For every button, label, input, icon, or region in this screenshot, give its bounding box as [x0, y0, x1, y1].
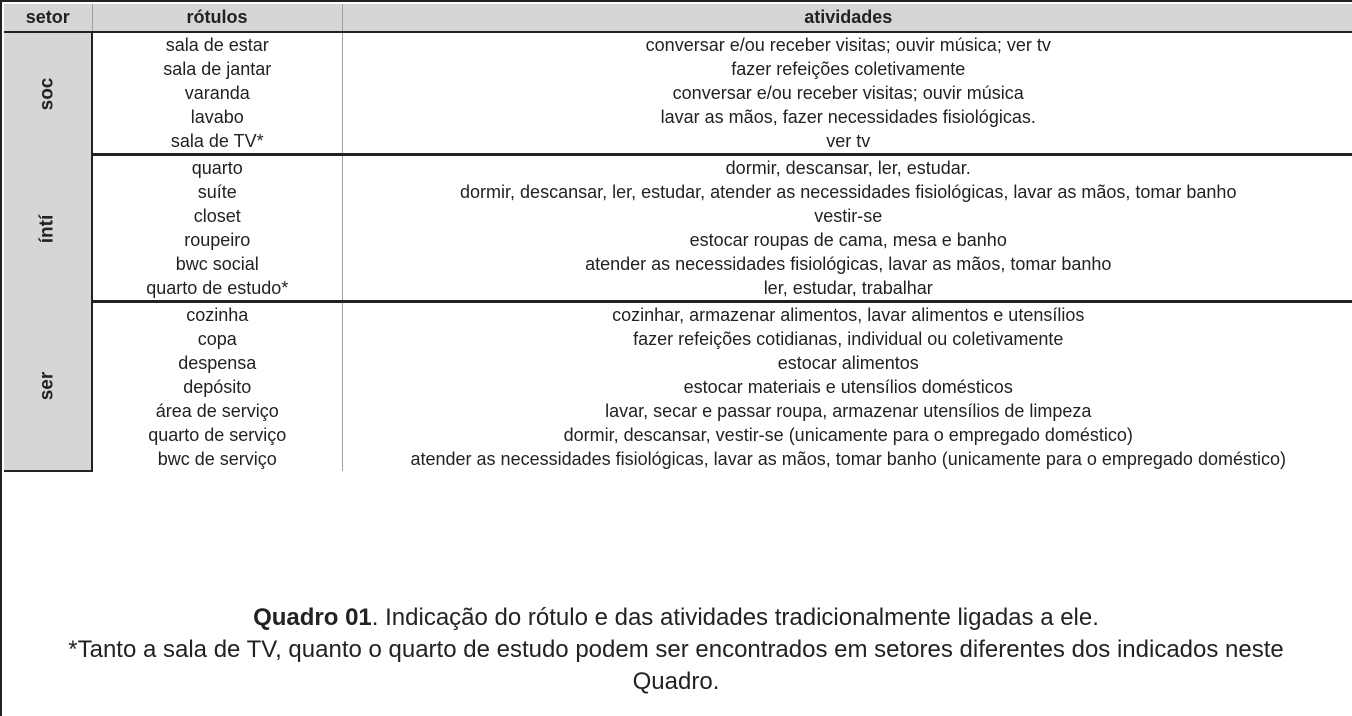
caption-note: *Tanto a sala de TV, quanto o quarto de estudo podem ser encontrados em setores diferentes dos indicados neste Quadro. — [68, 636, 1284, 695]
caption — [0, 602, 1352, 698]
atividades-cell: ver tv — [342, 129, 1352, 155]
table-row — [4, 155, 1352, 181]
table-row — [4, 105, 1352, 129]
table-row — [4, 375, 1352, 399]
atividades-cell: conversar e/ou receber visitas; ouvir música; ver tv — [342, 32, 1352, 57]
table-row — [4, 351, 1352, 375]
rotulo-cell: bwc social — [92, 252, 342, 276]
rotulo-cell: quarto de serviço — [92, 423, 342, 447]
rotulo-cell: quarto de estudo* — [92, 276, 342, 302]
rotulo-cell: despensa — [92, 351, 342, 375]
atividades-cell: conversar e/ou receber visitas; ouvir música — [342, 81, 1352, 105]
activities-table — [4, 4, 1352, 472]
header-setor: setor — [4, 4, 92, 32]
atividades-cell: fazer refeições coletivamente — [342, 57, 1352, 81]
atividades-cell: estocar materiais e utensílios domésticos — [342, 375, 1352, 399]
atividades-cell: dormir, descansar, ler, estudar, atender as necessidades fisiológicas, lavar as mãos, tomar banho — [342, 180, 1352, 204]
table-row — [4, 32, 1352, 57]
setor-cell — [4, 32, 92, 155]
table-row — [4, 399, 1352, 423]
rotulo-cell: closet — [92, 204, 342, 228]
table-row — [4, 129, 1352, 155]
atividades-cell: lavar, secar e passar roupa, armazenar utensílios de limpeza — [342, 399, 1352, 423]
atividades-cell: lavar as mãos, fazer necessidades fisiológicas. — [342, 105, 1352, 129]
table-row — [4, 81, 1352, 105]
header-atividades: atividades — [342, 4, 1352, 32]
table-row — [4, 204, 1352, 228]
caption-text: . Indicação do rótulo e das atividades tradicionalmente ligadas a ele. — [371, 604, 1099, 631]
atividades-cell: estocar alimentos — [342, 351, 1352, 375]
rotulo-cell: área de serviço — [92, 399, 342, 423]
table-row — [4, 228, 1352, 252]
atividades-cell: dormir, descansar, vestir-se (unicamente para o empregado doméstico) — [342, 423, 1352, 447]
atividades-cell: vestir-se — [342, 204, 1352, 228]
rotulo-cell: depósito — [92, 375, 342, 399]
table-body — [4, 32, 1352, 471]
rotulo-cell: suíte — [92, 180, 342, 204]
table-row — [4, 302, 1352, 328]
rotulo-cell: lavabo — [92, 105, 342, 129]
rotulo-cell: copa — [92, 327, 342, 351]
atividades-cell: ler, estudar, trabalhar — [342, 276, 1352, 302]
atividades-cell: atender as necessidades fisiológicas, lavar as mãos, tomar banho (unicamente para o empregado doméstico) — [342, 447, 1352, 471]
rotulo-cell: sala de estar — [92, 32, 342, 57]
table-row — [4, 180, 1352, 204]
atividades-cell: cozinhar, armazenar alimentos, lavar alimentos e utensílios — [342, 302, 1352, 328]
table-row — [4, 327, 1352, 351]
atividades-cell: estocar roupas de cama, mesa e banho — [342, 228, 1352, 252]
setor-label: ser — [36, 371, 58, 401]
caption-label: Quadro 01 — [253, 604, 372, 631]
table-row — [4, 423, 1352, 447]
rotulo-cell: bwc de serviço — [92, 447, 342, 471]
atividades-cell: fazer refeições cotidianas, individual ou coletivamente — [342, 327, 1352, 351]
table-row — [4, 447, 1352, 471]
header-rotulos: rótulos — [92, 4, 342, 32]
rotulo-cell: sala de jantar — [92, 57, 342, 81]
atividades-cell: atender as necessidades fisiológicas, lavar as mãos, tomar banho — [342, 252, 1352, 276]
rotulo-cell: roupeiro — [92, 228, 342, 252]
setor-label: soc — [36, 77, 58, 111]
rotulo-cell: cozinha — [92, 302, 342, 328]
table-row — [4, 276, 1352, 302]
setor-label: íntí — [36, 214, 58, 243]
setor-cell — [4, 302, 92, 472]
setor-cell — [4, 155, 92, 302]
rotulo-cell: quarto — [92, 155, 342, 181]
rotulo-cell: varanda — [92, 81, 342, 105]
rotulo-cell: sala de TV* — [92, 129, 342, 155]
table-header-row — [4, 4, 1352, 32]
table-row — [4, 57, 1352, 81]
caption-title — [0, 602, 1352, 634]
table-row — [4, 252, 1352, 276]
atividades-cell: dormir, descansar, ler, estudar. — [342, 155, 1352, 181]
